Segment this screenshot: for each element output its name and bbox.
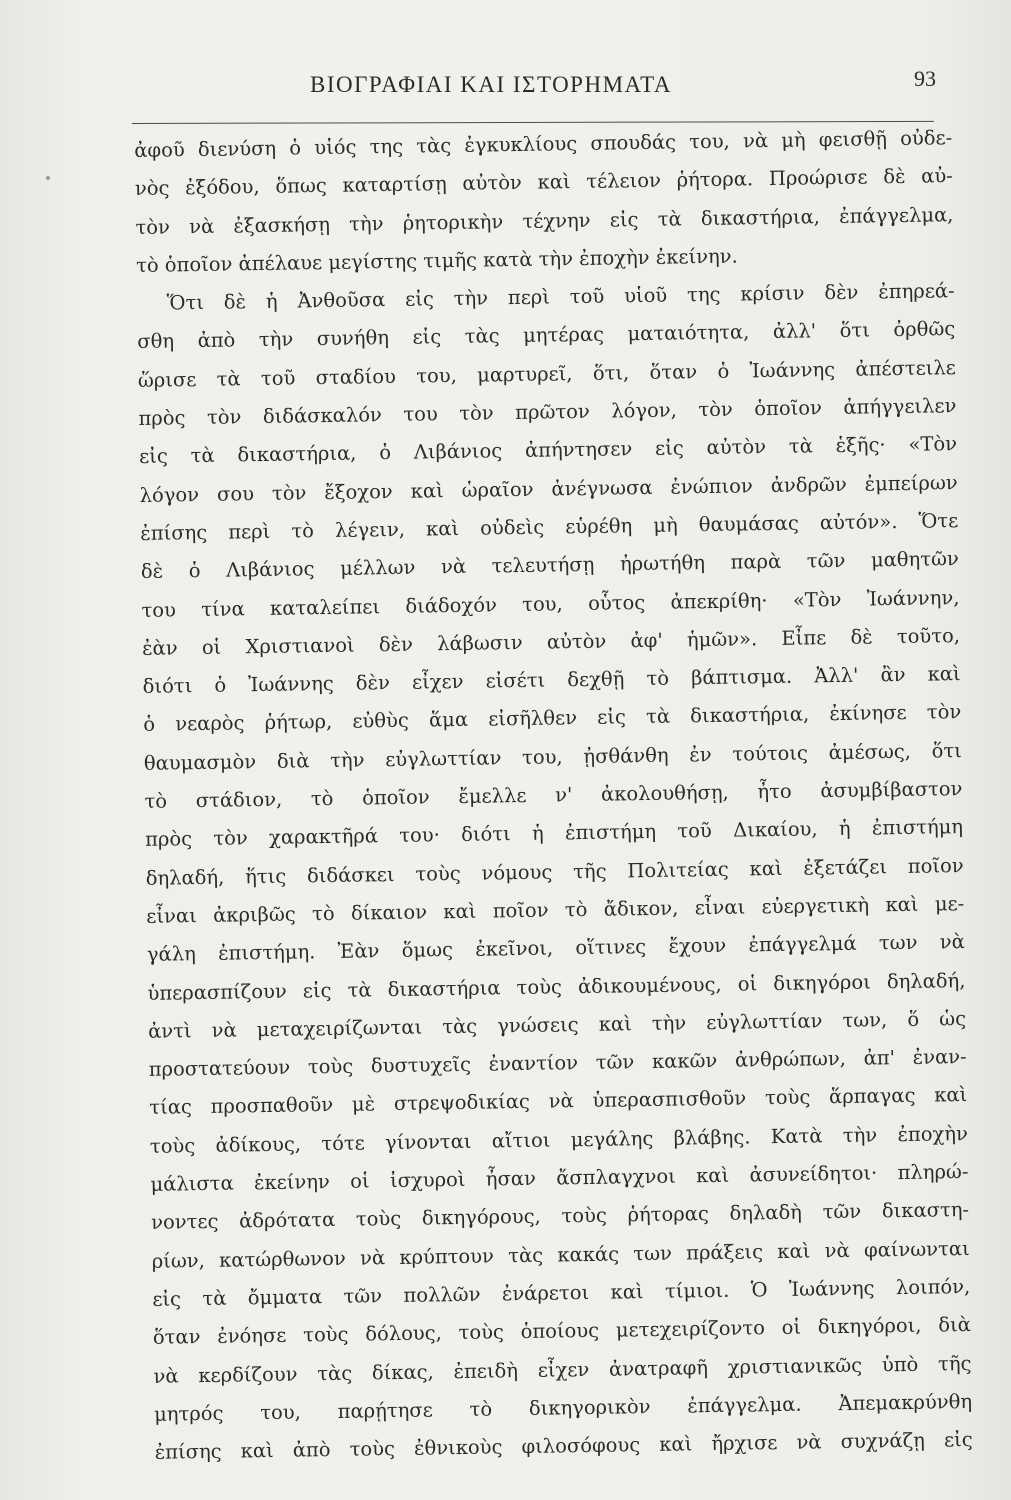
text-line: εἰς τὰ δικαστήρια, ὁ Λιβάνιος ἀπήντησεν εἰς αὐτὸν τὰ ἑξῆς· «Τὸν xyxy=(138,432,958,469)
body-text xyxy=(134,119,985,1472)
text-line: ἐπίσης περὶ τὸ λέγειν, καὶ οὐδεὶς εὑρέθη μὴ θαυμάσας αὐτόν». Ὅτε xyxy=(140,509,959,545)
text-line: ὥρισε τὰ τοῦ σταδίου του, μαρτυρεῖ, ὅτι, ὅταν ὁ Ἰωάννης ἀπέστειλε xyxy=(137,355,956,392)
text-line: γάλη ἐπιστήμη. Ἐὰν ὅμως ἐκεῖνοι, οἵτινες ἔχουν ἐπάγγελμά των νὰ xyxy=(146,930,966,967)
text-line: ὁ νεαρὸς ῥήτωρ, εὐθὺς ἅμα εἰσῆλθεν εἰς τὰ δικαστήρια, ἐκίνησε τὸν xyxy=(143,700,962,737)
text-line: διότι ὁ Ἰωάννης δὲν εἶχεν εἰσέτι δεχθῇ τὸ βάπτισμα. Ἀλλ' ἂν καὶ xyxy=(142,662,961,699)
running-title: ΒΙΟΓΡΑΦΙΑΙ ΚΑΙ ΙΣΤΟΡΗΜΑΤΑ xyxy=(310,72,672,97)
text-line: μάλιστα ἐκείνην οἱ ἰσχυροὶ ἦσαν ἄσπλαγχνοι καὶ ἀσυνείδητοι· πληρώ- xyxy=(150,1160,969,1196)
text-line: ἀφοῦ διενύση ὁ υἱός της τὰς ἐγκυκλίους σπουδάς του, νὰ μὴ φεισθῇ οὐδε- xyxy=(134,126,953,162)
margin-speck xyxy=(46,176,50,180)
text-line: δηλαδή, ἥτις διδάσκει τοὺς νόμους τῆς Πολιτείας καὶ ἐξετάζει ποῖον xyxy=(145,853,964,890)
text-line: προστατεύουν τοὺς δυστυχεῖς ἐναντίον τῶν κακῶν ἀνθρώπων, ἀπ' ἐναν- xyxy=(148,1045,967,1082)
text-line: Ὅτι δὲ ἡ Ἀνθοῦσα εἰς τὴν περὶ τοῦ υἱοῦ της κρίσιν δὲν ἐπηρεά- xyxy=(166,279,955,315)
text-line: εἰς τὰ ὄμματα τῶν πολλῶν ἐνάρετοι καὶ τίμιοι. Ὁ Ἰωάννης λοιπόν, xyxy=(152,1274,971,1311)
text-line: λόγον σου τὸν ἔξοχον καὶ ὡραῖον ἀνέγνωσα ἐνώπιον ἀνδρῶν ἐμπείρων xyxy=(139,470,958,507)
text-line: ὑπερασπίζουν εἰς τὰ δικαστήρια τοὺς ἀδικουμένους, οἱ δικηγόροι δηλαδή, xyxy=(147,968,966,1005)
text-line: ρίων, κατώρθωνον νὰ κρύπτουν τὰς κακάς των πράξεις καὶ νὰ φαίνωνται xyxy=(151,1236,970,1273)
text-line: νὸς ἐξόδου, ὅπως καταρτίσῃ αὐτὸν καὶ τέλειον ῥήτορα. Προώρισε δὲ αὐ- xyxy=(134,164,953,201)
text-line: θαυμασμὸν διὰ τὴν εὐγλωττίαν του, ᾐσθάνθη ἐν τούτοις ἀμέσως, ὅτι xyxy=(143,738,962,775)
text-line: τοὺς ἀδίκους, τότε γίνονται αἴτιοι μεγάλης βλάβης. Κατὰ τὴν ἐποχὴν xyxy=(149,1121,969,1158)
text-line: ἐπίσης καὶ ἀπὸ τοὺς ἐθνικοὺς φιλοσόφους καὶ ἤρχισε νὰ συχνάζῃ εἰς xyxy=(154,1428,973,1464)
text-line: δὲ ὁ Λιβάνιος μέλλων νὰ τελευτήσῃ ἠρωτήθη παρὰ τῶν μαθητῶν xyxy=(140,547,959,584)
text-line: ὅταν ἐνόησε τοὺς δόλους, τοὺς ὁποίους μετεχειρίζοντο οἱ δικηγόροι, διὰ xyxy=(152,1313,972,1350)
text-line: μητρός του, παρῄτησε τὸ δικηγορικὸν ἐπάγγελμα. Ἀπεμακρύνθη xyxy=(153,1389,973,1426)
text-line: ἐὰν οἱ Χριστιανοὶ δὲν λάβωσιν αὐτὸν ἀφ' ἡμῶν». Εἶπε δὲ τοῦτο, xyxy=(141,623,961,660)
text-line: σθη ἀπὸ τὴν συνήθη εἰς τὰς μητέρας ματαιότητα, ἀλλ' ὅτι ὀρθῶς xyxy=(137,317,956,354)
text-line: πρὸς τὸν χαρακτῆρά του· διότι ἡ ἐπιστήμη τοῦ Δικαίου, ἡ ἐπιστήμη xyxy=(144,815,964,852)
page-number: 93 xyxy=(914,66,936,91)
text-line: τὸ ὁποῖον ἀπέλαυε μεγίστης τιμῆς κατὰ τὴν ἐποχὴν ἐκείνην. xyxy=(135,244,738,277)
text-line: νὰ κερδίζουν τὰς δίκας, ἐπειδὴ εἶχεν ἀνατραφῆ χριστιανικῶς ὑπὸ τῆς xyxy=(153,1351,972,1388)
text-line: ἀντὶ νὰ μεταχειρίζωνται τὰς γνώσεις καὶ τὴν εὐγλωττίαν των, ὅ ὡς xyxy=(147,1006,967,1043)
text-line: εἶναι ἀκριβῶς τὸ δίκαιον καὶ ποῖον τὸ ἄδικον, εἶναι εὐεργετικὴ καὶ με- xyxy=(146,891,965,928)
text-line: τὸ στάδιον, τὸ ὁποῖον ἔμελλε ν' ἀκολουθήσῃ, ἦτο ἀσυμβίβαστον xyxy=(144,777,963,813)
text-line: τὸν νὰ ἐξασκήσῃ τὴν ῥητορικὴν τέχνην εἰς τὰ δικαστήρια, ἐπάγγελμα, xyxy=(135,202,954,239)
text-line: του τίνα καταλείπει διάδοχόν του, οὗτος ἀπεκρίθη· «Τὸν Ἰωάννην, xyxy=(141,585,960,622)
text-line: νοντες ἀδρότατα τοὺς δικηγόρους, τοὺς ῥήτορας δηλαδὴ τῶν δικαστη- xyxy=(150,1198,970,1235)
text-line: πρὸς τὸν διδάσκαλόν του τὸν πρῶτον λόγον, τὸν ὁποῖον ἀπήγγειλεν xyxy=(138,394,957,431)
running-head xyxy=(130,66,950,106)
text-line: τίας προσπαθοῦν μὲ στρεψοδικίας νὰ ὑπερασπισθοῦν τοὺς ἅρπαγας καὶ xyxy=(149,1083,968,1120)
